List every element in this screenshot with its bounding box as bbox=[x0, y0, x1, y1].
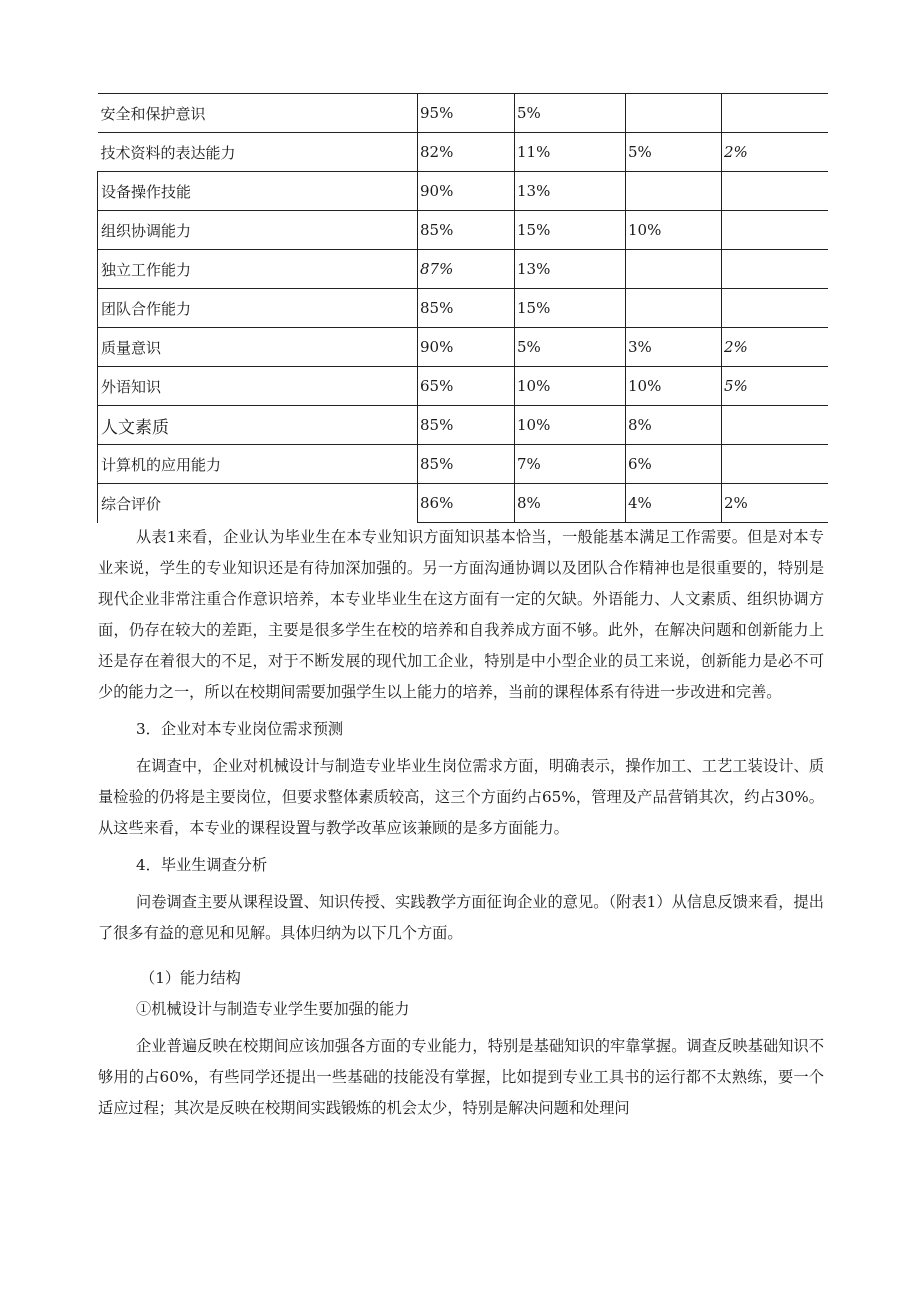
value-cell bbox=[626, 289, 722, 328]
value-cell bbox=[722, 289, 829, 328]
section-heading: 4．毕业生调查分析 bbox=[136, 856, 268, 874]
section-heading: 3．企业对本专业岗位需求预测 bbox=[136, 720, 344, 738]
value-cell: 13% bbox=[515, 172, 626, 211]
value-cell bbox=[722, 172, 829, 211]
ability-cell: 团队合作能力 bbox=[98, 289, 418, 328]
table-row bbox=[98, 94, 829, 133]
ability-cell: 质量意识 bbox=[98, 328, 418, 367]
paragraph: 在调查中，企业对机械设计与制造专业毕业生岗位需求方面，明确表示，操作加工、工艺工装设计、质量检验的仍将是主要岗位，但要求整体素质较高，这三个方面约占65%，管理及产品营销其次，约占30%。从这些来看，本专业的课程设置与教学改革应该兼顾的是多方面能力。 bbox=[98, 757, 824, 837]
paragraph: 从表1来看，企业认为毕业生在本专业知识方面知识基本恰当，一般能基本满足工作需要。但是对本专业来说，学生的专业知识还是有待加深加强的。另一方面沟通协调以及团队合作精神也是很重要的，特别是现代企业非常注重合作意识培养，本专业毕业生在这方面有一定的欠缺。外语能力、人文素质、组织协调方面，仍存在较大的差距，主要是很多学生在校的培养和自我养成方面不够。此外，在解决问题和创新能力上还是存在着很大的不足，对于不断发展的现代加工企业，特别是中小型企业的员工来说，创新能力是必不可少的能力之一，所以在校期间需要加强学生以上能力的培养，当前的课程体系有待进一步改进和完善。 bbox=[98, 528, 824, 701]
value-cell: 90% bbox=[418, 328, 515, 367]
value-cell: 85% bbox=[418, 211, 515, 250]
ability-cell: 计算机的应用能力 bbox=[98, 445, 418, 484]
table-row bbox=[98, 406, 829, 445]
paragraph: 问卷调查主要从课程设置、知识传授、实践教学方面征询企业的意见。（附表1）从信息反馈来看，提出了很多有益的意见和见解。具体归纳为以下几个方面。 bbox=[98, 893, 824, 942]
ability-cell: 组织协调能力 bbox=[98, 211, 418, 250]
table-row bbox=[98, 289, 829, 328]
value-cell: 87% bbox=[418, 250, 515, 289]
body-text bbox=[98, 522, 824, 1124]
ability-cell: 综合评价 bbox=[98, 484, 418, 523]
value-cell bbox=[626, 250, 722, 289]
table-row bbox=[98, 328, 829, 367]
value-cell: 85% bbox=[418, 406, 515, 445]
value-cell bbox=[722, 445, 829, 484]
value-cell: 2% bbox=[722, 133, 829, 172]
value-cell bbox=[626, 94, 722, 133]
value-cell bbox=[722, 406, 829, 445]
table-row bbox=[98, 445, 829, 484]
subsection-heading: ①机械设计与制造专业学生要加强的能力 bbox=[136, 1000, 410, 1018]
ability-cell: 安全和保护意识 bbox=[98, 94, 418, 133]
value-cell: 10% bbox=[626, 367, 722, 406]
value-cell bbox=[722, 94, 829, 133]
value-cell bbox=[722, 211, 829, 250]
value-cell: 15% bbox=[515, 289, 626, 328]
value-cell: 15% bbox=[515, 211, 626, 250]
ability-cell: 外语知识 bbox=[98, 367, 418, 406]
value-cell: 85% bbox=[418, 445, 515, 484]
value-cell: 2% bbox=[722, 328, 829, 367]
value-cell: 10% bbox=[515, 367, 626, 406]
table-row bbox=[98, 133, 829, 172]
value-cell: 7% bbox=[515, 445, 626, 484]
ability-cell: 设备操作技能 bbox=[98, 172, 418, 211]
value-cell: 4% bbox=[626, 484, 722, 523]
value-cell: 5% bbox=[626, 133, 722, 172]
value-cell: 5% bbox=[515, 328, 626, 367]
paragraph: 企业普遍反映在校期间应该加强各方面的专业能力，特别是基础知识的牢靠掌握。调查反映基础知识不够用的占60%，有些同学还提出一些基础的技能没有掌握，比如提到专业工具书的运行都不太熟练，要一个适应过程；其次是反映在校期间实践锻炼的机会太少，特别是解决问题和处理问 bbox=[98, 1037, 824, 1117]
value-cell: 86% bbox=[418, 484, 515, 523]
value-cell: 13% bbox=[515, 250, 626, 289]
value-cell: 90% bbox=[418, 172, 515, 211]
value-cell bbox=[626, 172, 722, 211]
value-cell: 5% bbox=[515, 94, 626, 133]
value-cell: 10% bbox=[515, 406, 626, 445]
value-cell bbox=[722, 250, 829, 289]
ability-cell: 技术资料的表达能力 bbox=[98, 133, 418, 172]
value-cell: 65% bbox=[418, 367, 515, 406]
subsection-heading: （1）能力结构 bbox=[140, 969, 241, 987]
table-row bbox=[98, 211, 829, 250]
ability-cell: 独立工作能力 bbox=[98, 250, 418, 289]
value-cell: 3% bbox=[626, 328, 722, 367]
ability-cell: 人文素质 bbox=[98, 406, 418, 445]
table-row bbox=[98, 367, 829, 406]
table-row bbox=[98, 250, 829, 289]
survey-table bbox=[97, 93, 828, 523]
value-cell: 10% bbox=[626, 211, 722, 250]
value-cell: 2% bbox=[722, 484, 829, 523]
value-cell: 85% bbox=[418, 289, 515, 328]
value-cell: 5% bbox=[722, 367, 829, 406]
value-cell: 6% bbox=[626, 445, 722, 484]
value-cell: 8% bbox=[626, 406, 722, 445]
table-row bbox=[98, 172, 829, 211]
value-cell: 8% bbox=[515, 484, 626, 523]
value-cell: 82% bbox=[418, 133, 515, 172]
value-cell: 11% bbox=[515, 133, 626, 172]
value-cell: 95% bbox=[418, 94, 515, 133]
table-row bbox=[98, 484, 829, 523]
